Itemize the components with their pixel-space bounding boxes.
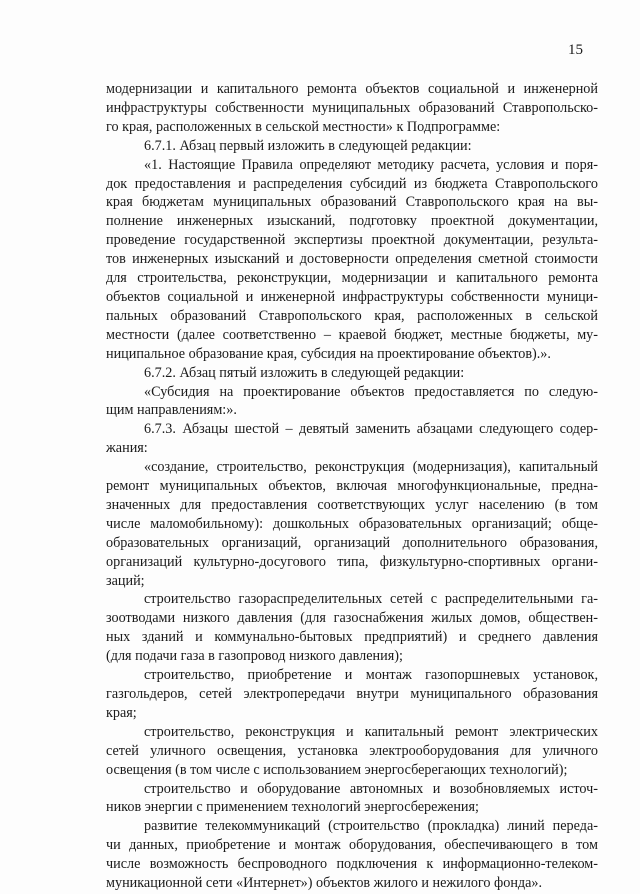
text-line: док предоставления и распределения субсидий из бюджета Ставропольского: [106, 175, 598, 192]
text-line: значенных для предоставления соответствующих услуг населению (в том: [106, 496, 598, 513]
text-line: числе возможность беспроводного подключения к информационно-телеком-: [106, 856, 598, 873]
text-line: для строительства, реконструкции, модернизации и капитального ремонта: [106, 270, 598, 287]
text-line: «создание, строительство, реконструкция (модернизация), капитальный: [144, 459, 598, 476]
text-line: образовательных организаций, организаций дополнительного образования,: [106, 534, 598, 551]
text-line: 6.7.1. Абзац первый изложить в следующей редакции:: [144, 137, 472, 154]
text-line: пальных образований Ставропольского края, расположенных в сельской: [106, 307, 598, 324]
text-line: края;: [106, 704, 137, 721]
text-line: местности (далее соответственно – краевой бюджет, местные бюджеты, му-: [106, 326, 598, 343]
text-line: организаций культурно-досугового типа, физкультурно-спортивных органи-: [106, 553, 598, 570]
text-line: объектов социальной и инженерной инфраструктуры собственности муници-: [106, 288, 598, 305]
text-line: числе маломобильному): дошкольных образовательных организаций; обще-: [106, 515, 598, 532]
text-line: строительство, реконструкция и капитальный ремонт электрических: [144, 723, 598, 740]
text-line: го края, расположенных в сельской местности» к Подпрограмме:: [106, 118, 501, 135]
text-line: щим направлениям:».: [106, 402, 237, 419]
text-line: жания:: [106, 440, 148, 457]
text-line: газгольдеров, сетей электропередачи внутри муниципального образования: [106, 686, 598, 702]
text-line: края бюджетам муниципальных образований Ставропольского края на вы-: [106, 194, 598, 211]
text-line: ремонт муниципальных объектов, включая многофункциональные, предна-: [106, 478, 598, 495]
text-line: инфраструктуры собственности муниципальных образований Ставропольско-: [106, 99, 598, 116]
text-line: освещения (в том числе с использованием энергосберегающих технологий);: [106, 761, 568, 778]
text-line: 6.7.3. Абзацы шестой – девятый заменить абзацами следующего содер-: [144, 421, 598, 438]
text-line: (для подачи газа в газопровод низкого давления);: [106, 648, 403, 665]
text-line: сетей уличного освещения, установка электрооборудования для уличного: [106, 742, 598, 759]
text-line: 6.7.2. Абзац пятый изложить в следующей редакции:: [144, 364, 465, 381]
text-line: полнение инженерных изысканий, подготовку проектной документации,: [106, 213, 598, 230]
text-line: проведение государственной экспертизы проектной документации, результа-: [106, 232, 598, 249]
text-line: муникационной сети «Интернет») объектов жилого и нежилого фонда».: [106, 875, 543, 892]
text-line: строительство, приобретение и монтаж газопоршневых установок,: [144, 667, 598, 684]
text-line: строительство и оборудование автономных и возобновляемых источ-: [144, 780, 598, 797]
text-line: модернизации и капитального ремонта объектов социальной и инженерной: [106, 81, 598, 97]
text-line: тов инженерных изысканий и достоверности определения сметной стоимости: [106, 251, 598, 268]
text-line: ных зданий и коммунально-бытовых предприятий) и среднего давления: [106, 629, 598, 646]
text-line: «Субсидия на проектирование объектов предоставляется по следую-: [144, 383, 598, 400]
page-number: 15: [568, 42, 583, 58]
text-line: строительство газораспределительных сетей с распределительными га-: [144, 591, 598, 608]
text-line: ниципальное образование края, субсидия на проектирование объектов).».: [106, 345, 551, 362]
document-body: [106, 80, 598, 893]
text-line: ников энергии с применением технологий энергосбережения;: [106, 799, 479, 816]
text-line: развитие телекоммуникаций (строительство (прокладка) линий переда-: [144, 818, 598, 835]
text-line: чи данных, приобретение и монтаж оборудования, обеспечивающего в том: [106, 837, 598, 854]
text-line: заций;: [106, 572, 145, 589]
text-line: «1. Настоящие Правила определяют методику расчета, условия и поря-: [144, 156, 598, 173]
text-line: зоотводами низкого давления (для газоснабжения жилых домов, обществен-: [106, 610, 598, 627]
